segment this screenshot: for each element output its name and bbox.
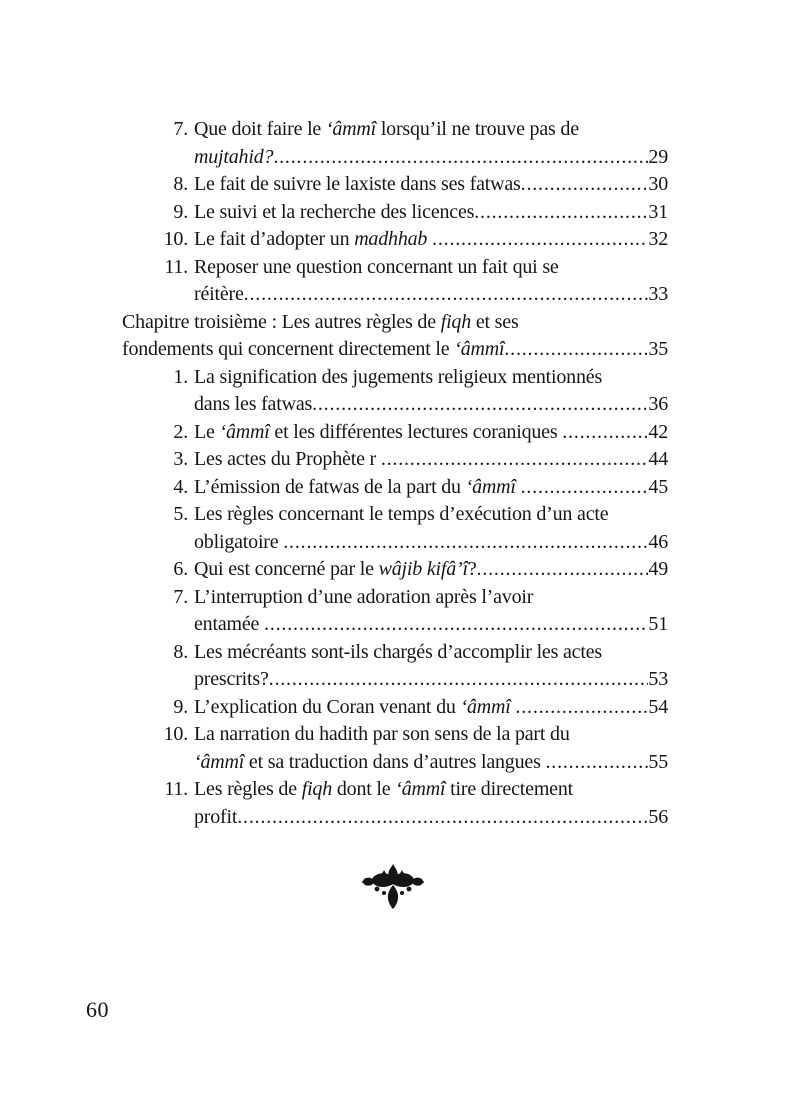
dot-leader [264,611,648,639]
entry-text [194,584,533,612]
entry-text-plain: Le fait de suivre le laxiste dans ses fatwas [194,173,521,195]
toc-row [122,226,668,254]
toc-row [122,611,668,639]
entry-number: 4. [173,475,188,498]
entry-text [194,529,283,557]
dot-leader [381,446,649,474]
toc-block [122,116,668,831]
folio-page-number: 60 [86,997,109,1022]
toc-row [122,116,668,144]
toc-row [122,144,668,172]
dot-leader [545,749,648,777]
entry-text-italic: ‘âmmî [454,338,505,360]
toc-row [122,391,668,419]
entry-page-number: 44 [648,448,668,470]
entry-number: 10. [163,723,188,745]
entry-text-plain: Les actes du Prophète r [194,448,381,470]
entry-page-number: 29 [648,145,668,168]
entry-text-plain: prescrits? [194,668,269,690]
entry-page-number: 45 [648,475,668,498]
entry-text [194,446,381,474]
entry-text [122,309,519,337]
toc-row [122,364,668,392]
toc-row [122,749,668,777]
entry-page-number: 31 [648,200,668,223]
entry-text [194,116,579,144]
entry-number: 3. [173,448,188,470]
entry-text-plain: dans les fatwas [194,393,313,415]
entry-text-italic: fiqh [301,778,333,800]
toc-row [122,446,668,474]
entry-text [194,804,237,832]
entry-text-plain: La signification des jugements religieux mentionnés [194,365,603,388]
entry-number: 7. [173,118,188,140]
dot-leader [515,694,648,722]
entry-text [194,611,264,639]
entry-text [194,254,559,282]
entry-text [194,144,273,172]
entry-text-italic: mujtahid? [194,145,274,168]
dot-leader [244,281,649,309]
entry-number: 7. [173,585,188,608]
entry-text-italic: madhhab [354,228,428,250]
entry-page-number: 32 [648,228,668,250]
entry-text-plain: profit [194,805,238,828]
entry-text-italic: ‘âmmî [465,475,516,498]
toc-row [122,639,668,667]
entry-number: 6. [173,558,188,580]
dot-leader [562,419,648,447]
toc-row [122,776,668,804]
toc-row [122,474,668,502]
entry-text-plain: et ses [471,310,519,333]
toc-row [122,501,668,529]
dot-leader [521,171,649,199]
toc-row [122,419,668,447]
dot-leader [312,391,648,419]
entry-text-plain: Le suivi et la recherche des licences [194,200,475,223]
entry-page-number: 49 [648,558,668,580]
dot-leader [283,529,648,557]
entry-text [194,721,570,749]
entry-page-number: 54 [648,695,668,718]
entry-number: 11. [164,255,188,278]
toc-row [122,281,668,309]
entry-text-plain: et sa traduction dans d’autres langues [244,750,546,773]
entry-text-plain: Que doit faire le [194,118,326,140]
dot-leader [432,226,648,254]
entry-text [194,639,602,667]
entry-text-plain: Le fait d’adopter un [194,228,355,250]
entry-text-plain: L’interruption d’une adoration après l’avoir [194,585,534,608]
entry-number: 1. [173,365,188,388]
entry-text [194,556,477,584]
toc-row [122,804,668,832]
toc-row [122,694,668,722]
entry-text-italic: ‘âmmî [395,778,446,800]
entry-text-plain: Les règles concernant le temps d’exécution d’un acte [194,503,609,525]
entry-text [194,776,573,804]
entry-text-plain: La narration du hadith par son sens de la part du [194,723,570,745]
entry-page-number: 55 [648,750,668,773]
entry-text-italic: ‘âmmî [460,695,511,718]
entry-text-plain: L’explication du Coran venant du [194,695,461,718]
dot-leader [504,336,648,364]
entry-text-italic: wâjib kifâ’î [378,558,468,580]
entry-number: 9. [173,200,188,223]
entry-text-plain: Reposer une question concernant un fait qui se [194,255,559,278]
dot-leader [474,199,648,227]
toc-row [122,584,668,612]
entry-text-plain: lorsqu’il ne trouve pas de [376,118,579,140]
fleuron-icon [360,862,426,910]
entry-text-plain: ? [467,558,477,580]
entry-text [194,391,312,419]
entry-text [194,364,602,392]
entry-text-plain: et les différentes lectures coraniques [269,420,563,443]
entry-text-plain: Qui est concerné par le [194,558,379,580]
entry-page-number: 33 [648,283,668,305]
dot-leader [269,666,649,694]
entry-text-plain: dont le [332,778,396,800]
dot-leader [521,474,649,502]
toc-row [122,529,668,557]
entry-number: 10. [163,228,188,250]
dot-leader [477,556,649,584]
entry-text-italic: ‘âmmî [194,750,245,773]
entry-page-number: 53 [648,668,668,690]
entry-number: 2. [173,420,188,443]
entry-text [194,749,545,777]
entry-number: 9. [173,695,188,718]
entry-text [194,474,521,502]
entry-text [122,336,504,364]
toc-row [122,171,668,199]
dot-leader [237,804,648,832]
entry-text-plain: Les mécréants sont-ils chargés d’accomplir les actes [194,640,602,663]
entry-text-plain: obligatoire [194,530,284,553]
entry-text-plain: réitère [194,283,244,305]
entry-text [194,226,432,254]
toc-row [122,721,668,749]
entry-text-italic: ‘âmmî [325,118,377,140]
entry-text [194,281,244,309]
toc-row [122,254,668,282]
entry-text [194,419,562,447]
entry-number: 8. [173,640,188,663]
entry-page-number: 36 [648,393,668,415]
entry-text [194,171,521,199]
entry-page-number: 35 [648,338,668,360]
entry-page-number: 56 [648,805,668,828]
toc-row [122,666,668,694]
entry-text-plain: L’émission de fatwas de la part du [194,475,466,498]
entry-text-plain: Chapitre troisième : Les autres règles de [122,310,441,333]
entry-page-number: 46 [648,530,668,553]
entry-text-plain: Le [194,420,220,443]
entry-page-number: 30 [648,173,668,195]
entry-page-number: 42 [648,420,668,443]
entry-text-italic: ‘âmmî [219,420,270,443]
entry-number: 11. [164,778,188,800]
entry-text-plain: tire directement [445,778,574,800]
entry-text [194,199,474,227]
entry-text-plain: Les règles de [194,778,302,800]
entry-number: 8. [173,173,188,195]
entry-text-plain: entamée [194,613,265,635]
entry-text [194,694,515,722]
toc-row [122,336,668,364]
entry-text [194,666,269,694]
toc-row [122,556,668,584]
entry-text-plain: fondements qui concernent directement le [122,338,455,360]
dot-leader [273,144,648,172]
entry-text [194,501,608,529]
entry-text-italic: fiqh [440,310,472,333]
toc-row [122,199,668,227]
entry-number: 5. [173,503,188,525]
toc-row [122,309,668,337]
entry-page-number: 51 [648,613,668,635]
